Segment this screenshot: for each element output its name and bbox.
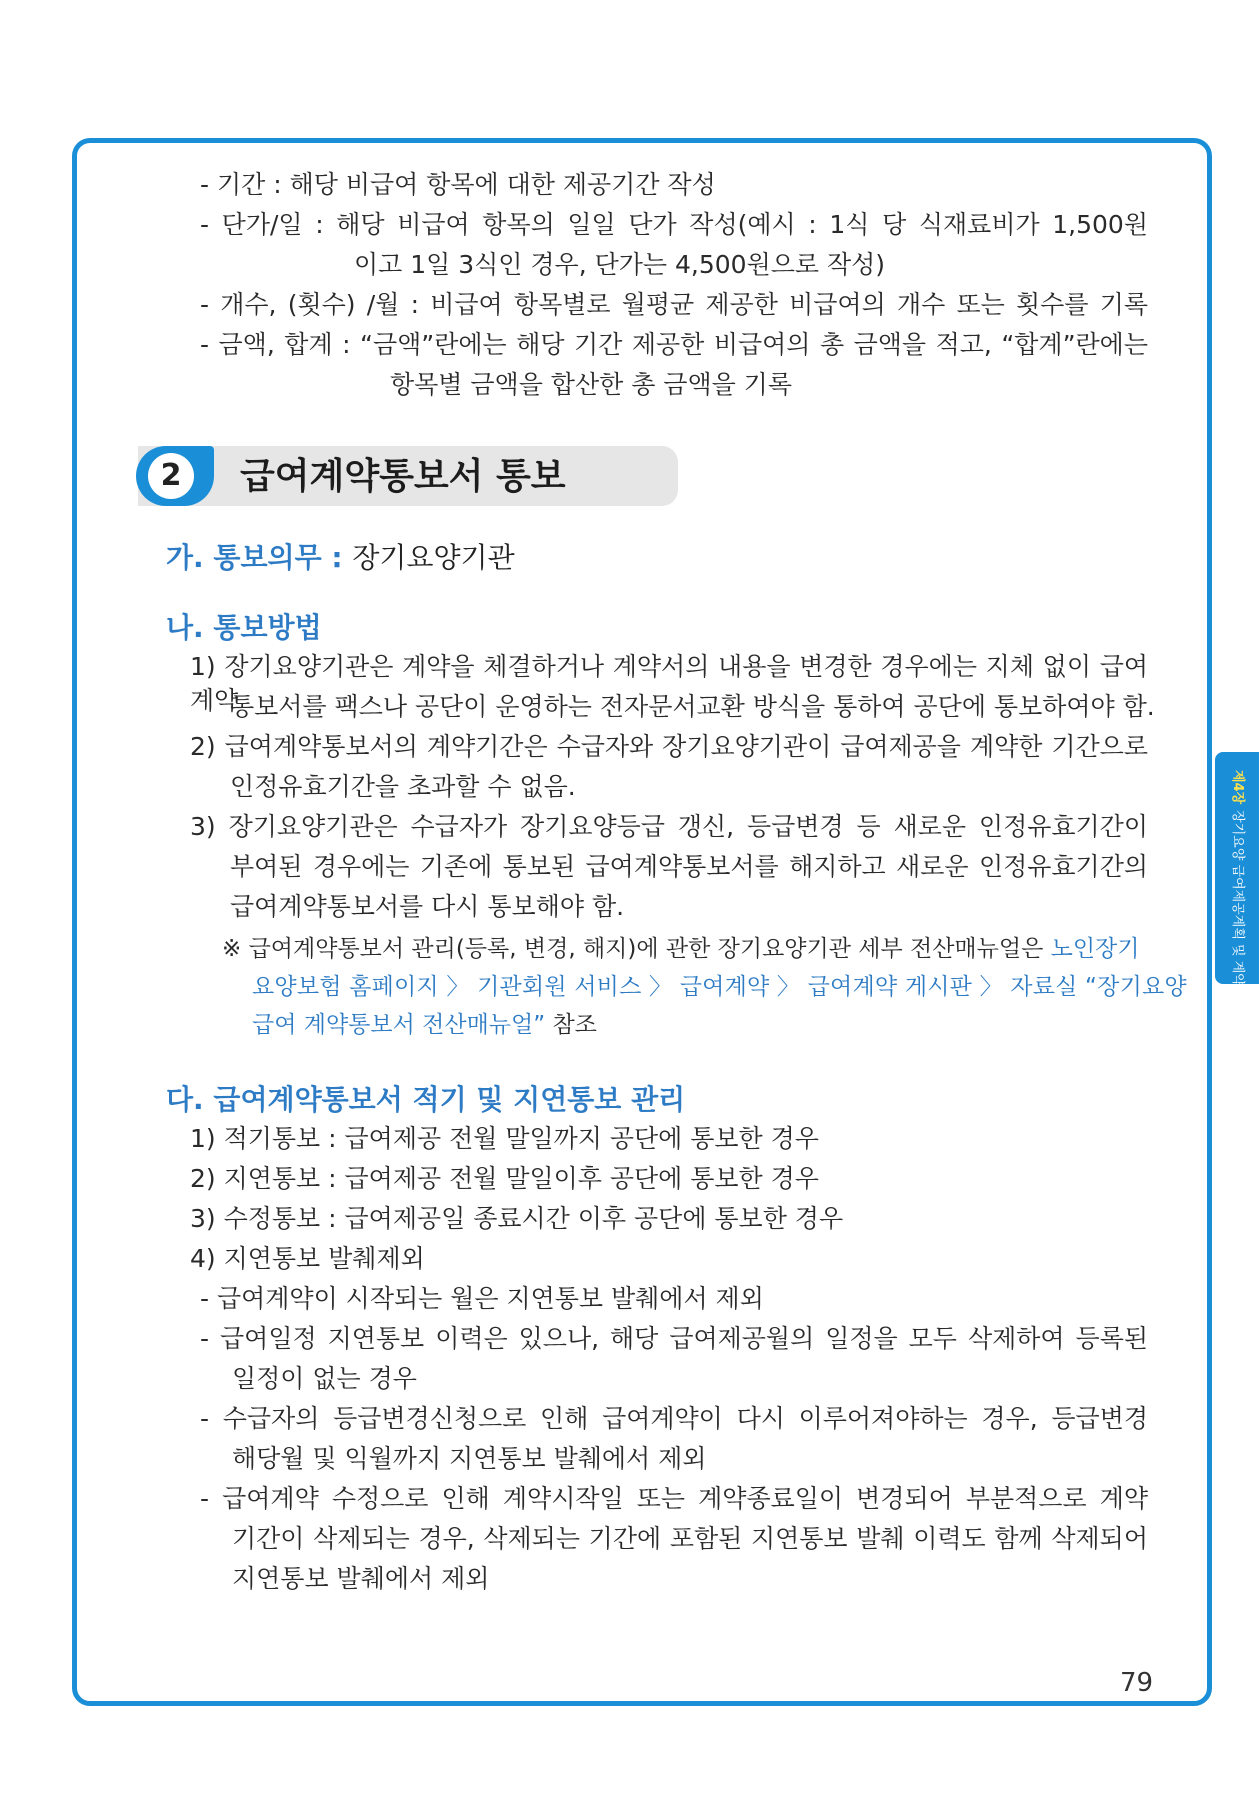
side-tab-chapter: 제4장 bbox=[1230, 770, 1245, 805]
method-line: 부여된 경우에는 기존에 통보된 급여계약통보서를 해지하고 새로운 인정유효기간의 bbox=[230, 852, 1148, 881]
timing-line: 지연통보 발췌에서 제외 bbox=[232, 1564, 490, 1593]
note-link: 요양보험 홈페이지 〉 기관회원 서비스 〉 급여계약 〉 급여계약 게시판 〉 자료실 “장기요양 bbox=[252, 974, 1187, 1000]
note-line-3 bbox=[252, 1008, 597, 1042]
side-tab-text bbox=[1230, 770, 1249, 1011]
subheading-obligation bbox=[166, 540, 515, 576]
timing-line: - 수급자의 등급변경신청으로 인해 급여계약이 다시 이루어져야하는 경우, 등급변경 bbox=[200, 1404, 1148, 1433]
top-list-line: - 단가/일 : 해당 비급여 항목의 일일 단가 작성(예시 : 1식 당 식재료비가 1,500원 bbox=[200, 210, 1148, 239]
top-list-line: 항목별 금액을 합산한 총 금액을 기록 bbox=[390, 370, 792, 399]
note-link: 노인장기 bbox=[1050, 936, 1140, 962]
note-link: 급여 계약통보서 전산매뉴얼” bbox=[252, 1012, 546, 1038]
note-text: ※ 급여계약통보서 관리(등록, 변경, 해지)에 관한 장기요양기관 세부 전산매뉴얼은 bbox=[222, 936, 1044, 962]
timing-line: - 급여계약 수정으로 인해 계약시작일 또는 계약종료일이 변경되어 부분적으로 계약 bbox=[200, 1484, 1148, 1513]
subheading-method: 나. 통보방법 bbox=[166, 611, 322, 644]
side-tab-title: 장기요양 급여제공계획 및 계약관리 bbox=[1230, 810, 1245, 1011]
top-list-line: 이고 1일 3식인 경우, 단가는 4,500원으로 작성) bbox=[354, 250, 886, 279]
method-line: 3) 장기요양기관은 수급자가 장기요양등급 갱신, 등급변경 등 새로운 인정유효기간이 bbox=[190, 812, 1148, 841]
method-line: 2) 급여계약통보서의 계약기간은 수급자와 장기요양기관이 급여제공을 계약한 기간으로 bbox=[190, 732, 1148, 761]
method-line: 1) 장기요양기관은 계약을 체결하거나 계약서의 내용을 변경한 경우에는 지체 없이 급여계약 bbox=[190, 652, 1148, 715]
timing-line: 해당월 및 익월까지 지연통보 발췌에서 제외 bbox=[232, 1444, 707, 1473]
method-line: 인정유효기간을 초과할 수 없음. bbox=[230, 772, 576, 801]
timing-line: 3) 수정통보 : 급여제공일 종료시간 이후 공단에 통보한 경우 bbox=[190, 1204, 844, 1233]
timing-line: - 급여일정 지연통보 이력은 있으나, 해당 급여제공월의 일정을 모두 삭제하여 등록된 bbox=[200, 1324, 1148, 1353]
subheading-timing: 다. 급여계약통보서 적기 및 지연통보 관리 bbox=[166, 1083, 686, 1116]
top-list-line: - 기간 : 해당 비급여 항목에 대한 제공기간 작성 bbox=[200, 170, 716, 199]
timing-line: 1) 적기통보 : 급여제공 전월 말일까지 공단에 통보한 경우 bbox=[190, 1124, 819, 1153]
note-line-1 bbox=[222, 932, 1148, 966]
top-list-line: - 개수, (횟수) /월 : 비급여 항목별로 월평균 제공한 비급여의 개수 또는 횟수를 기록 bbox=[200, 290, 1148, 319]
method-line: 통보서를 팩스나 공단이 운영하는 전자문서교환 방식을 통하여 공단에 통보하여야 함. bbox=[230, 692, 1155, 721]
chapter-side-tab bbox=[1215, 752, 1259, 1011]
section-title: 급여계약통보서 통보 bbox=[240, 456, 566, 497]
top-list-line: - 금액, 합계 : “금액”란에는 해당 기간 제공한 비급여의 총 금액을 적고, “합계”란에는 bbox=[200, 330, 1148, 359]
page-number: 79 bbox=[1120, 1668, 1154, 1698]
timing-line: - 급여계약이 시작되는 월은 지연통보 발췌에서 제외 bbox=[200, 1284, 764, 1313]
timing-line: 기간이 삭제되는 경우, 삭제되는 기간에 포함된 지연통보 발췌 이력도 함께 삭제되어 bbox=[232, 1524, 1148, 1553]
method-line: 급여계약통보서를 다시 통보해야 함. bbox=[230, 892, 625, 921]
note-text: 참조 bbox=[552, 1012, 597, 1038]
subheading-obligation-value: 장기요양기관 bbox=[352, 541, 515, 574]
subheading-obligation-label: 가. 통보의무 : bbox=[166, 541, 343, 574]
timing-line: 4) 지연통보 발췌제외 bbox=[190, 1244, 425, 1273]
timing-line: 일정이 없는 경우 bbox=[232, 1364, 417, 1393]
section-number: 2 bbox=[148, 453, 194, 499]
timing-line: 2) 지연통보 : 급여제공 전월 말일이후 공단에 통보한 경우 bbox=[190, 1164, 819, 1193]
